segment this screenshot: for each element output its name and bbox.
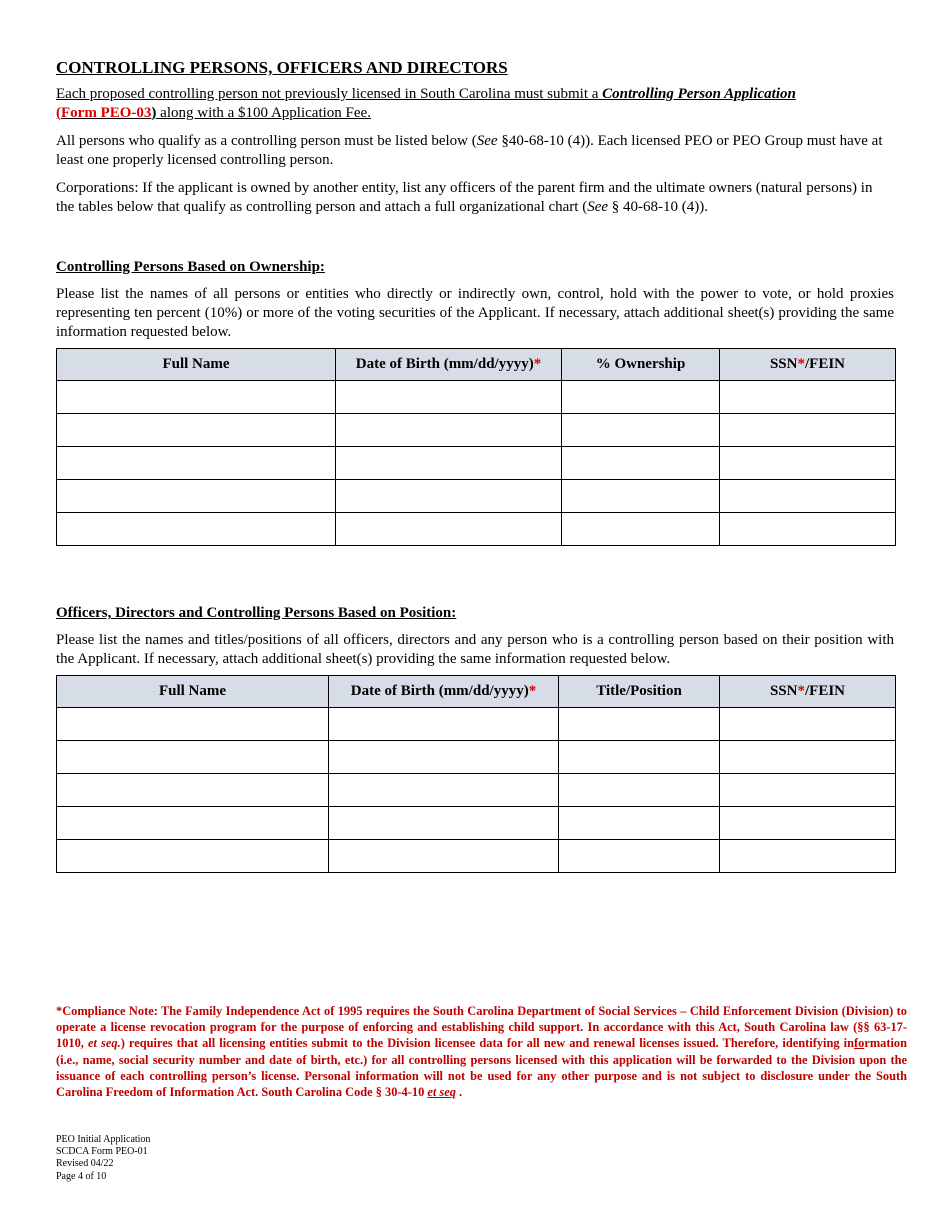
- position-cell-dob[interactable]: [329, 708, 559, 741]
- ownership-cell-dob[interactable]: [336, 447, 562, 480]
- footer-app-name: PEO Initial Application: [56, 1134, 151, 1145]
- position-cell-full-name[interactable]: [57, 741, 329, 774]
- intro-fee-paragraph: Each proposed controlling person not previously licensed in South Carolina must submit a Controlling Person Application (Form PEO-03) along with a $100 Application Fee.: [56, 86, 796, 121]
- page-footer: [56, 1134, 150, 1183]
- form-peo-03-link[interactable]: Form PEO-03: [61, 105, 152, 121]
- ownership-cell-third[interactable]: [562, 480, 720, 513]
- position-cell-dob[interactable]: [329, 807, 559, 840]
- ownership-col-ssn-fein: SSN*/FEIN: [720, 349, 896, 381]
- position-cell-ssn-fein[interactable]: [720, 741, 896, 774]
- ownership-cell-ssn-fein[interactable]: [720, 513, 896, 546]
- position-cell-dob[interactable]: [329, 741, 559, 774]
- footer-page-number: Page 4 of 10: [56, 1170, 107, 1182]
- position-cell-ssn-fein[interactable]: [720, 840, 896, 873]
- ownership-cell-full-name[interactable]: [57, 480, 336, 513]
- position-cell-full-name[interactable]: [57, 708, 329, 741]
- ownership-col-dob: Date of Birth (mm/dd/yyyy)*: [336, 349, 562, 381]
- position-table-row: [57, 774, 896, 807]
- ownership-cell-dob[interactable]: [336, 381, 562, 414]
- position-col-title: Title/Position: [559, 676, 720, 708]
- position-cell-third[interactable]: [559, 774, 720, 807]
- ownership-table-row: [57, 513, 896, 546]
- position-description: Please list the names and titles/positions of all officers, directors and any person who is a controlling person based on their position with the Applicant. If necessary, attach additional sheet(s) providing the same information requested below.: [56, 632, 894, 667]
- position-cell-dob[interactable]: [329, 774, 559, 807]
- position-cell-full-name[interactable]: [57, 840, 329, 873]
- ownership-table-header: [57, 349, 896, 381]
- ownership-cell-full-name[interactable]: [57, 513, 336, 546]
- ownership-cell-ssn-fein[interactable]: [720, 480, 896, 513]
- section-heading: CONTROLLING PERSONS, OFFICERS AND DIRECTORS: [56, 58, 508, 77]
- intro-listing-paragraph: All persons who qualify as a controlling person must be listed below (See §40-68-10 (4)). Each licensed PEO or PEO Group must have at least one properly licensed controlling person.: [56, 133, 883, 168]
- ownership-cell-full-name[interactable]: [57, 381, 336, 414]
- position-cell-full-name[interactable]: [57, 774, 329, 807]
- position-table-row: [57, 807, 896, 840]
- ownership-cell-dob[interactable]: [336, 414, 562, 447]
- position-table-row: [57, 741, 896, 774]
- compliance-note: *Compliance Note: The Family Independence Act of 1995 requires the South Carolina Department of Social Services – Child Enforcement Division (Division) to operate a license revocation program for the purpose of enforcing and establishing child support. In accordance with this Act, South Carolina law (§§ 63-17-1010, et seq.) requires that all licensing entities submit to the Division licensee data for all new and renewal licenses issued. Therefore, identifying information (i.e., name, social security number and date of birth, etc.) for all controlling persons licensed with this application will be forwarded to the Division upon the issuance of each controlling person’s license. Personal information will not be used for any other purpose and is not subject to disclosure under the South Carolina Freedom of Information Act. South Carolina Code § 30-4-10 et seq .: [56, 1004, 907, 1100]
- position-cell-third[interactable]: [559, 741, 720, 774]
- ownership-table-body: [57, 381, 896, 546]
- ownership-table: [56, 348, 896, 546]
- position-section-title: Officers, Directors and Controlling Persons Based on Position:: [56, 605, 457, 621]
- ownership-cell-full-name[interactable]: [57, 447, 336, 480]
- position-cell-dob[interactable]: [329, 840, 559, 873]
- ownership-col-percent: % Ownership: [562, 349, 720, 381]
- position-cell-third[interactable]: [559, 807, 720, 840]
- ownership-cell-dob[interactable]: [336, 480, 562, 513]
- footer-revision: Revised 04/22: [56, 1158, 114, 1170]
- position-table-row: [57, 708, 896, 741]
- position-cell-ssn-fein[interactable]: [720, 807, 896, 840]
- ownership-cell-third[interactable]: [562, 381, 720, 414]
- position-col-dob: Date of Birth (mm/dd/yyyy)*: [329, 676, 559, 708]
- ownership-col-full-name: Full Name: [57, 349, 336, 381]
- controlling-person-application-link[interactable]: Controlling Person Application: [602, 86, 796, 102]
- ownership-cell-ssn-fein[interactable]: [720, 381, 896, 414]
- position-table-body: [57, 708, 896, 873]
- ownership-table-row: [57, 447, 896, 480]
- position-table: [56, 675, 896, 873]
- intro-corporations-paragraph: Corporations: If the applicant is owned by another entity, list any officers of the parent firm and the ultimate owners (natural persons) in the tables below that qualify as controlling person and attach a full organizational chart (See § 40-68-10 (4)).: [56, 180, 873, 215]
- ownership-table-row: [57, 480, 896, 513]
- position-cell-third[interactable]: [559, 840, 720, 873]
- position-cell-full-name[interactable]: [57, 807, 329, 840]
- ownership-cell-ssn-fein[interactable]: [720, 414, 896, 447]
- footer-form-id: SCDCA Form PEO-01: [56, 1146, 148, 1158]
- position-table-row: [57, 840, 896, 873]
- ownership-cell-full-name[interactable]: [57, 414, 336, 447]
- position-col-full-name: Full Name: [57, 676, 329, 708]
- position-cell-third[interactable]: [559, 708, 720, 741]
- ownership-cell-third[interactable]: [562, 414, 720, 447]
- position-cell-ssn-fein[interactable]: [720, 708, 896, 741]
- ownership-table-row: [57, 414, 896, 447]
- ownership-cell-third[interactable]: [562, 513, 720, 546]
- ownership-description: Please list the names of all persons or entities who directly or indirectly own, control, hold with the power to vote, or hold proxies representing ten percent (10%) or more of the voting securities of the Applicant. If necessary, attach additional sheet(s) providing the same information requested below.: [56, 286, 894, 340]
- ownership-cell-third[interactable]: [562, 447, 720, 480]
- form-page: [56, 58, 894, 873]
- ownership-cell-dob[interactable]: [336, 513, 562, 546]
- position-col-ssn-fein: SSN*/FEIN: [720, 676, 896, 708]
- ownership-cell-ssn-fein[interactable]: [720, 447, 896, 480]
- position-cell-ssn-fein[interactable]: [720, 774, 896, 807]
- position-table-header: [57, 676, 896, 708]
- ownership-section-title: Controlling Persons Based on Ownership:: [56, 259, 325, 275]
- ownership-table-row: [57, 381, 896, 414]
